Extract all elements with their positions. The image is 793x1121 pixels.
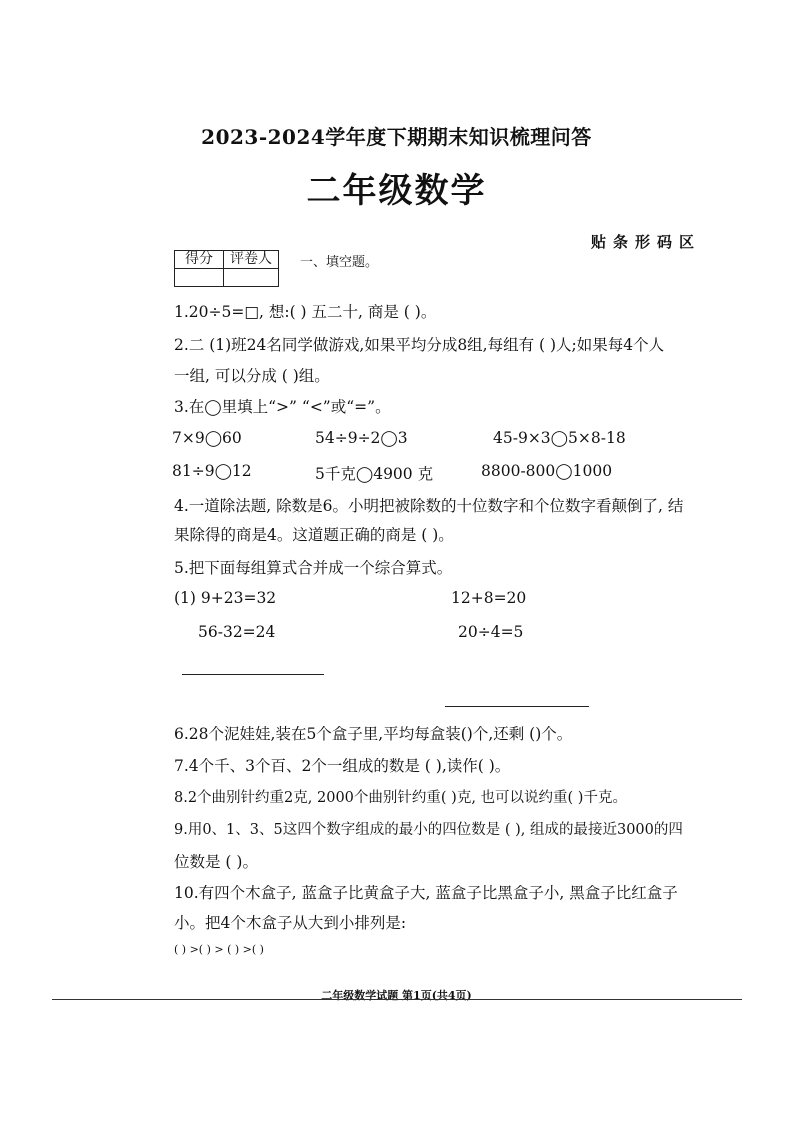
q3-item: 5千克◯4900 克 — [315, 465, 434, 483]
answer-line[interactable] — [445, 706, 589, 707]
question-10-blanks: ( ) >( ) > ( ) >( ) — [174, 943, 264, 956]
page-footer: 二年级数学试题 第1页(共4页) — [321, 989, 472, 1002]
subject-title: 二年级数学 — [306, 171, 487, 211]
question-1: 1.20÷5=□, 想:( ) 五二十, 商是 ( )。 — [174, 303, 437, 321]
question-9-line-2: 位数是 ( )。 — [174, 853, 258, 871]
q3-item: 45-9×3◯5×8-18 — [493, 429, 626, 447]
question-4-line-1: 4.一道除法题, 除数是6。小明把被除数的十位数字和个位数字看颠倒了, 结 — [174, 497, 684, 515]
q5-item: 56-32=24 — [198, 623, 276, 641]
q5-item: 12+8=20 — [451, 589, 527, 607]
q3-item: 8800-800◯1000 — [481, 462, 613, 480]
q5-item: (1) 9+23=32 — [174, 589, 277, 607]
barcode-area-label: 贴条形码区 — [591, 233, 702, 251]
section-heading: 一、填空题。 — [300, 255, 379, 270]
question-5: 5.把下面每组算式合并成一个综合算式。 — [174, 559, 453, 577]
answer-line[interactable] — [182, 674, 324, 675]
question-8: 8.2个曲别针约重2克, 2000个曲别针约重( )克, 也可以说约重( )千克。 — [174, 790, 627, 806]
grader-header: 评卷人 — [224, 251, 279, 269]
footer-divider — [52, 999, 742, 1000]
q5-item: 20÷4=5 — [458, 623, 524, 641]
score-cell[interactable] — [175, 269, 224, 287]
question-2-line-2: 一组, 可以分成 ( )组。 — [174, 367, 330, 385]
question-9-line-1: 9.用0、1、3、5这四个数字组成的最小的四位数是 ( ), 组成的最接近3000的四 — [174, 822, 683, 838]
question-10-line-1: 10.有四个木盒子, 蓝盒子比黄盒子大, 蓝盒子比黑盒子小, 黑盒子比红盒子 — [174, 884, 678, 902]
score-table — [174, 250, 279, 287]
question-4-line-2: 果除得的商是4。这道题正确的商是 ( )。 — [174, 526, 454, 544]
q3-item: 54÷9÷2◯3 — [315, 429, 408, 447]
question-6: 6.28个泥娃娃,装在5个盒子里,平均每盒装()个,还剩 ()个。 — [174, 725, 573, 743]
score-header: 得分 — [175, 251, 224, 269]
question-2-line-1: 2.二 (1)班24名同学做游戏,如果平均分成8组,每组有 ( )人;如果每4个人 — [174, 336, 665, 354]
question-3: 3.在◯里填上“>” “<”或“=”。 — [174, 398, 391, 416]
grader-cell[interactable] — [224, 269, 279, 287]
question-7: 7.4个千、3个百、2个一组成的数是 ( ),读作( )。 — [174, 757, 511, 775]
q3-item: 7×9◯60 — [172, 429, 242, 447]
question-10-line-2: 小。把4个木盒子从大到小排列是: — [174, 914, 407, 932]
exam-title: 2023-2024学年度下期期末知识梳理问答 — [201, 125, 592, 149]
q3-item: 81÷9◯12 — [172, 462, 252, 480]
